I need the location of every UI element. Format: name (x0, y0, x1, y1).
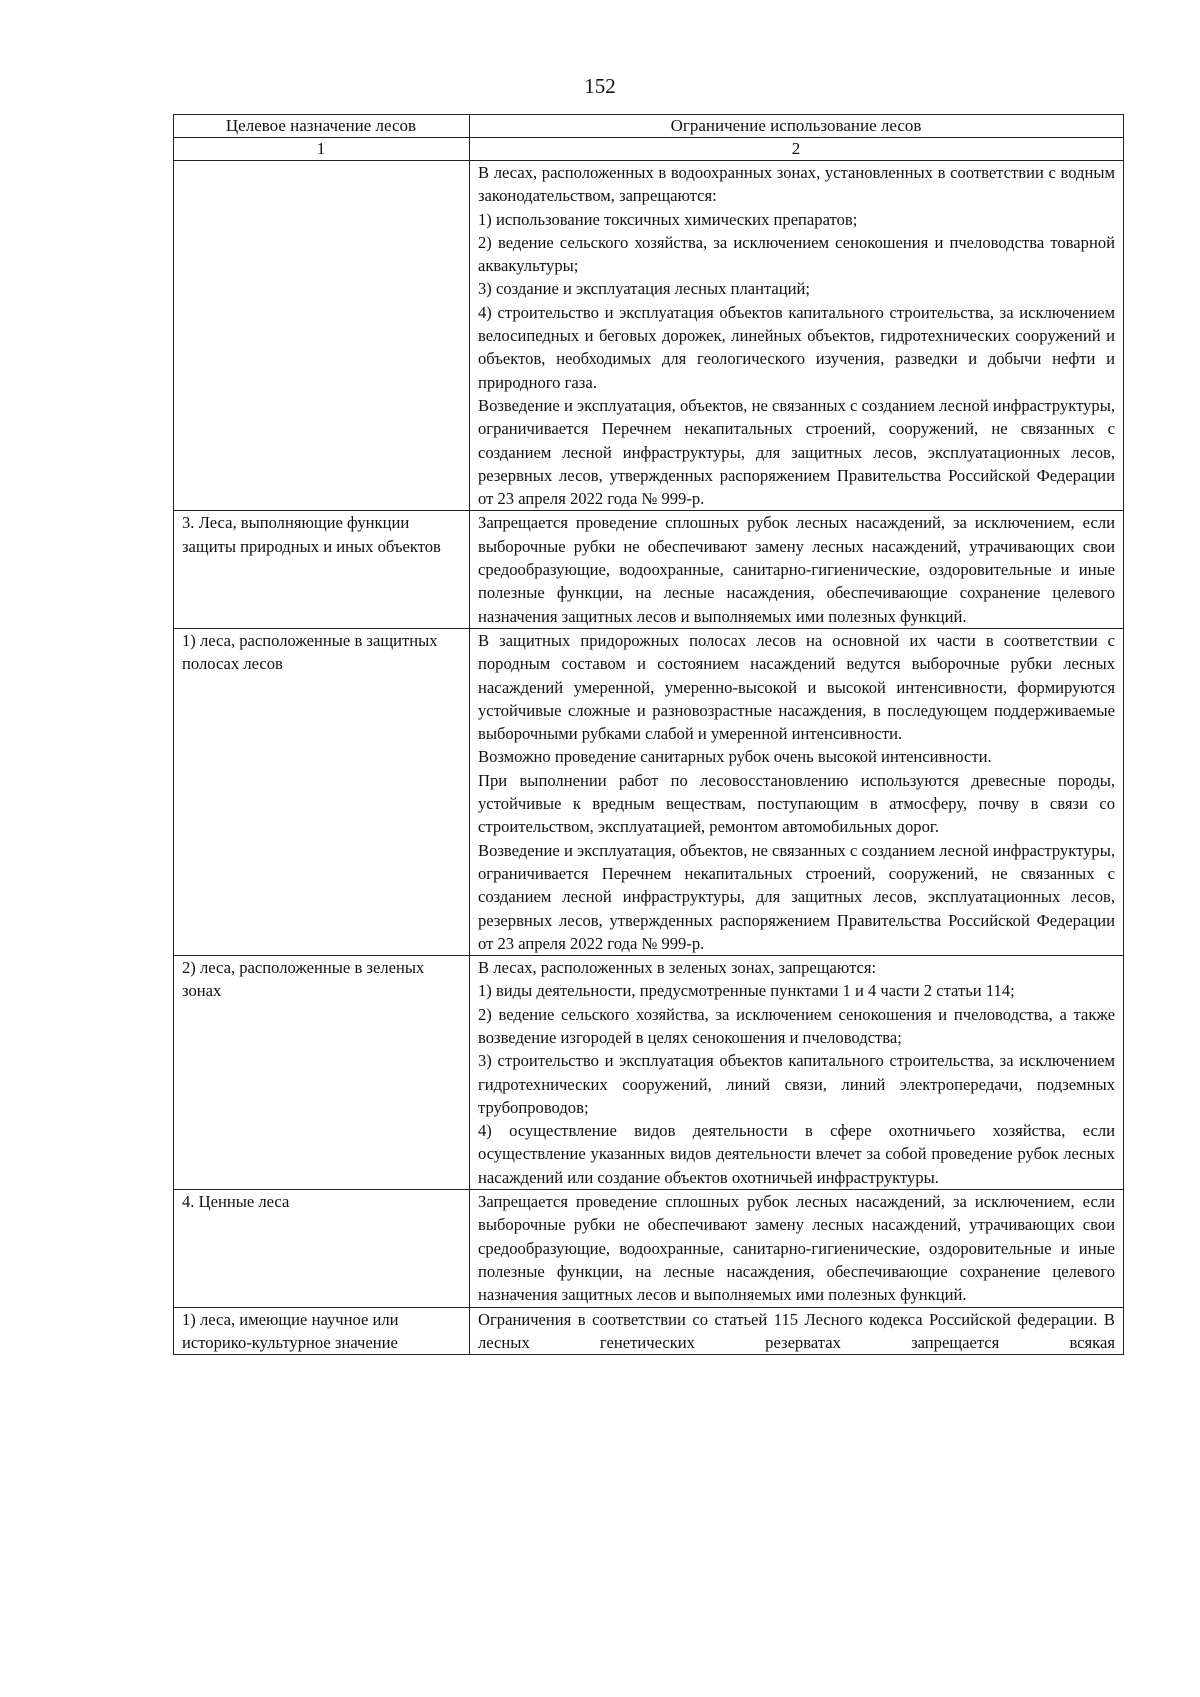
restriction-cell (470, 1190, 1124, 1307)
purpose-cell (174, 628, 470, 955)
purpose-cell (174, 511, 470, 628)
restriction-cell (470, 956, 1124, 1190)
restriction-paragraph: 1) использование токсичных химических препаратов; (478, 209, 858, 229)
restriction-paragraph: 1) виды деятельности, предусмотренные пунктами 1 и 4 части 2 статьи 114; (478, 981, 1015, 1001)
restriction-paragraph: Возможно проведение санитарных рубок очень высокой интенсивности. (478, 747, 992, 767)
table-row (174, 511, 1124, 628)
table-row (174, 628, 1124, 955)
purpose-cell (174, 956, 470, 1190)
restriction-paragraph: В лесах, расположенных в водоохранных зонах, установленных в соответствии с водным законодательством, запрещаются: (478, 163, 1115, 206)
column-number-row (174, 138, 1124, 161)
table-header-row (174, 115, 1124, 138)
restriction-cell (470, 161, 1124, 511)
column-number-1: 1 (174, 138, 470, 161)
table-row (174, 1307, 1124, 1355)
forest-restrictions-table (173, 114, 1124, 1355)
restriction-paragraph: 2) ведение сельского хозяйства, за исключением сенокошения и пчеловодства, а также возведение изгородей в целях сенокошения и пчеловодства; (478, 1004, 1115, 1047)
restriction-paragraph: 2) ведение сельского хозяйства, за исключением сенокошения и пчеловодства товарной аквакультуры; (478, 232, 1115, 276)
restriction-paragraph: Возведение и эксплуатация, объектов, не связанных с созданием лесной инфраструктуры, ограничивается Перечнем некапитальных строений, сооружений, не связанных с созданием лесной инфраструктуры, для защитных лесов, эксплуатационных лесов, резервных лесов, утвержденных распоряжением Правительства Российской Федерации от 23 апреля 2022 года № 999-р. (478, 395, 1115, 509)
purpose-text: 2) леса, расположенные в зеленых зонах (182, 958, 425, 1001)
purpose-text: 1) леса, расположенные в защитных полосах лесов (182, 630, 438, 674)
purpose-cell (174, 1307, 470, 1355)
restriction-paragraph: В защитных придорожных полосах лесов на основной их части в соответствии с породным составом и состоянием насаждений ведутся выборочные рубки лесных насаждений умеренной, умеренно-высокой и высокой интенсивности, формируются устойчивые сложные и разновозрастные насаждения, в последующем поддерживаемые выборочными рубками слабой и умеренной интенсивности. (478, 630, 1115, 744)
restriction-paragraph: 4) строительство и эксплуатация объектов капитального строительства, за исключением велосипедных и беговых дорожек, линейных объектов, гидротехнических сооружений и объектов, необходимых для геологического изучения, разведки и добычи нефти и природного газа. (478, 302, 1115, 392)
restriction-cell (470, 1307, 1124, 1355)
purpose-text: 3. Леса, выполняющие функции защиты природных и иных объектов (182, 513, 441, 556)
restriction-paragraph: Запрещается проведение сплошных рубок лесных насаждений, за исключением, если выборочные рубки не обеспечивают замену лесных насаждений, утрачивающих свои средообразующие, водоохранные, санитарно-гигиенические, оздоровительные и иные полезные функции, на лесные насаждения, обеспечивающие сохранение целевого назначения защитных лесов и выполняемых ими полезных функций. (478, 1192, 1115, 1305)
restriction-paragraph: 3) строительство и эксплуатация объектов капитального строительства, за исключением гидротехнических сооружений, линий связи, линий электропередачи, подземных трубопроводов; (478, 1051, 1115, 1117)
purpose-cell (174, 1190, 470, 1307)
restriction-paragraph: 3) создание и эксплуатация лесных плантаций; (478, 279, 811, 299)
restriction-paragraph: 4) осуществление видов деятельности в сфере охотничьего хозяйства, если осуществление указанных видов деятельности влечет за собой проведение рубок лесных насаждений или создание объектов охотничьей инфраструктуры. (478, 1121, 1115, 1187)
table-row (174, 161, 1124, 511)
purpose-text: 4. Ценные леса (182, 1192, 290, 1212)
restriction-paragraph: Запрещается проведение сплошных рубок лесных насаждений, за исключением, если выборочные рубки не обеспечивают замену лесных насаждений, утрачивающих свои средообразующие, водоохранные, санитарно-гигиенические, оздоровительные и иные полезные функции, на лесные насаждения, обеспечивающие сохранение целевого назначения защитных лесов и выполняемых ими полезных функций. (478, 513, 1115, 626)
restriction-cell (470, 511, 1124, 628)
header-restriction: Ограничение использование лесов (470, 115, 1124, 138)
restriction-paragraph: В лесах, расположенных в зеленых зонах, запрещаются: (478, 958, 877, 978)
table-row (174, 956, 1124, 1190)
page-number: 152 (584, 74, 616, 98)
restriction-paragraph: Возведение и эксплуатация, объектов, не связанных с созданием лесной инфраструктуры, ограничивается Перечнем некапитальных строений, сооружений, не связанных с созданием лесной инфраструктуры, для защитных лесов, эксплуатационных лесов, резервных лесов, утвержденных распоряжением Правительства Российской Федерации от 23 апреля 2022 года № 999-р. (478, 840, 1115, 953)
column-number-2: 2 (470, 138, 1124, 161)
header-purpose: Целевое назначение лесов (174, 115, 470, 138)
restriction-cell (470, 628, 1124, 955)
purpose-cell (174, 161, 470, 511)
restriction-paragraph: Ограничения в соответствии со статьей 115 Лесного кодекса Российской федерации. В лесных генетических резерватах запрещается всякая (478, 1309, 1115, 1352)
restriction-paragraph: При выполнении работ по лесовосстановлению используются древесные породы, устойчивые к вредным веществам, поступающим в атмосферу, почву в связи со строительством, эксплуатацией, ремонтом автомобильных дорог. (478, 770, 1115, 837)
table-row (174, 1190, 1124, 1307)
purpose-text: 1) леса, имеющие научное или историко-культурное значение (182, 1309, 399, 1352)
